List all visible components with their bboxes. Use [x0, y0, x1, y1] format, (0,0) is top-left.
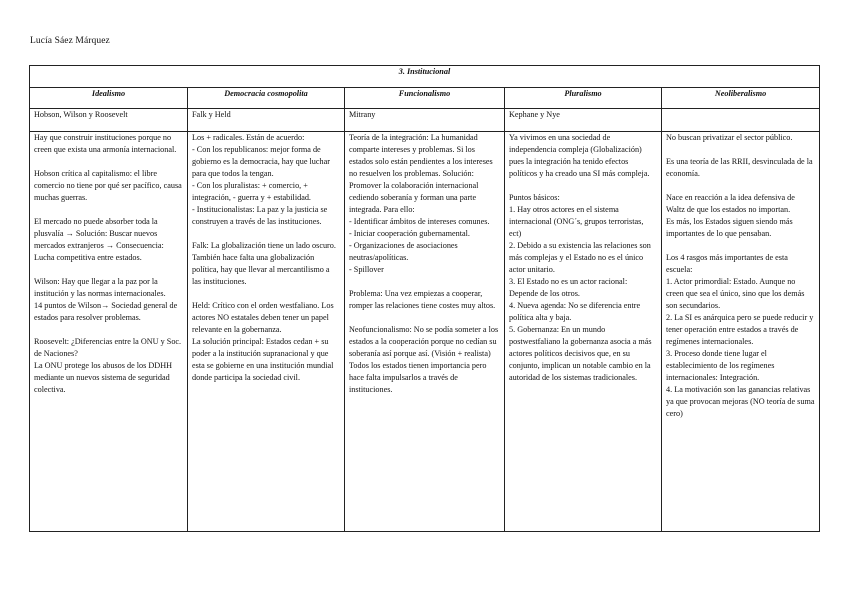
paragraph: Hay que construir instituciones porque no creen que exista una armonía internacional. — [34, 133, 177, 154]
table-header-row — [30, 88, 820, 109]
body-pluralismo — [505, 132, 662, 532]
header-neoliberalismo: Neoliberalismo — [662, 88, 820, 109]
author-name: Lucía Sáez Márquez — [30, 36, 110, 46]
body-democracia-cosmopolita — [188, 132, 345, 532]
authors-pluralismo: Kephane y Nye — [505, 109, 662, 132]
body-neoliberalismo — [662, 132, 820, 532]
paragraph: Neofuncionalismo: No se podía someter a los estados a la cooperación porque no cedían su soberanía así porque así. (Visión + realista) Todos los estados tienen importancia pero hace falta impulsarlos a través de instituciones. — [349, 325, 499, 394]
body-funcionalismo — [345, 132, 505, 532]
paragraph: Held: Crítico con el orden westfaliano. Los actores NO estatales deben tener un papel relevante en la gobernanza. La solución principal: Estados cedan + su poder a la institución supranacional y que esta se gobierne en una institución mundial donde participa la sociedad civil. — [192, 301, 334, 382]
authors-democracia-cosmopolita: Falk y Held — [188, 109, 345, 132]
paragraph: Hobson crítica al capitalismo: el libre comercio no tiene por qué ser pacífico, causa muchas guerras. — [34, 169, 182, 202]
paragraph: Problema: Una vez empiezas a cooperar, romper las relaciones tiene costes muy altos. — [349, 289, 496, 310]
header-idealismo: Idealismo — [30, 88, 188, 109]
header-funcionalismo: Funcionalismo — [345, 88, 505, 109]
table-authors-row — [30, 109, 820, 132]
header-pluralismo: Pluralismo — [505, 88, 662, 109]
paragraph: Ya vivimos en una sociedad de independencia compleja (Globalización) pues la integración ha tenido efectos políticos y ha creado una SI más compleja. — [509, 133, 650, 178]
paragraph: Teoría de la integración: La humanidad comparte intereses y problemas. Si los estados solo están pendientes a los intereses no resuelven los problemas. Solución: Promover la colaboración internacional cediendo soberanía y forman una parte integrada. Para ello: - Identificar ámbitos de intereses comunes. - Iniciar cooperación gubernamental. - Organizaciones de asociaciones neutras/apolíticas. - Spillover — [349, 133, 493, 274]
paragraph: El mercado no puede absorber toda la plusvalía → Solución: Buscar nuevos mercados extranjeros → Consecuencia: Lucha competitiva entre estados. — [34, 217, 164, 262]
header-democracia-cosmopolita: Democracia cosmopolita — [188, 88, 345, 109]
paragraph: Puntos básicos: 1. Hay otros actores en el sistema internacional (ONG´s, grupos terroristas, ect) 2. Debido a su existencia las relaciones son más complejas y el Estado no es el único actor unitario. 3. El Estado no es un actor racional: Depende de los otros. 4. Nueva agenda: No se diferencia entre política alta y baja. 5. Gobernanza: En un mundo postwestfaliano la gobernanza asocia a más actores políticos decisivos que, en su conjunto, implican un notable cambio en la autoridad de los sistemas tradicionales. — [509, 193, 652, 382]
authors-neoliberalismo — [662, 109, 820, 132]
paragraph: Los 4 rasgos más importantes de esta escuela: 1. Actor primordial: Estado. Aunque no creen que sea el único, sino que los demás son secundarios. 2. La SI es anárquica pero se puede reducir y tener operación entre estados a través de regímenes internacionales. 3. Proceso donde tiene lugar el establecimiento de los regímenes internacionales: Integración. 4. La motivación son las ganancias relativas ya que provocan mejoras (NO teoría de suma cero) — [666, 253, 815, 418]
paragraph: Falk: La globalización tiene un lado oscuro. También hace falta una globalización política, hay que llevar al mercantilismo a las instituciones. — [192, 241, 336, 286]
table-title-row — [30, 66, 820, 88]
table-title: 3. Institucional — [30, 66, 820, 88]
body-idealismo — [30, 132, 188, 532]
paragraph: No buscan privatizar el sector público. — [666, 133, 793, 142]
institutional-theories-table — [29, 65, 820, 532]
paragraph: Roosevelt: ¿Diferencias entre la ONU y Soc. de Naciones? La ONU protege los abusos de los DDHH mediante un nuevos sistema de seguridad colectiva. — [34, 337, 182, 394]
paragraph: Es una teoría de las RRII, desvinculada de la economía. — [666, 157, 813, 178]
paragraph: Nace en reacción a la idea defensiva de Waltz de que los estados no importan. Es más, los Estados siguen siendo más importantes de lo que pensaban. — [666, 193, 795, 238]
authors-idealismo: Hobson, Wilson y Roosevelt — [30, 109, 188, 132]
authors-funcionalismo: Mitrany — [345, 109, 505, 132]
paragraph: Wilson: Hay que llegar a la paz por la institución y las normas internacionales. 14 puntos de Wilson→ Sociedad general de estados para resolver problemas. — [34, 277, 178, 322]
table-body-row — [30, 132, 820, 532]
paragraph: Los + radicales. Están de acuerdo: - Con los republicanos: mejor forma de gobierno es la democracia, hay que luchar para que todos la tengan. - Con los pluralistas: + comercio, + integración, - guerra y + estabilidad. - Institucionalistas: La paz y la justicia se construyen a través de las instituciones. — [192, 133, 330, 226]
